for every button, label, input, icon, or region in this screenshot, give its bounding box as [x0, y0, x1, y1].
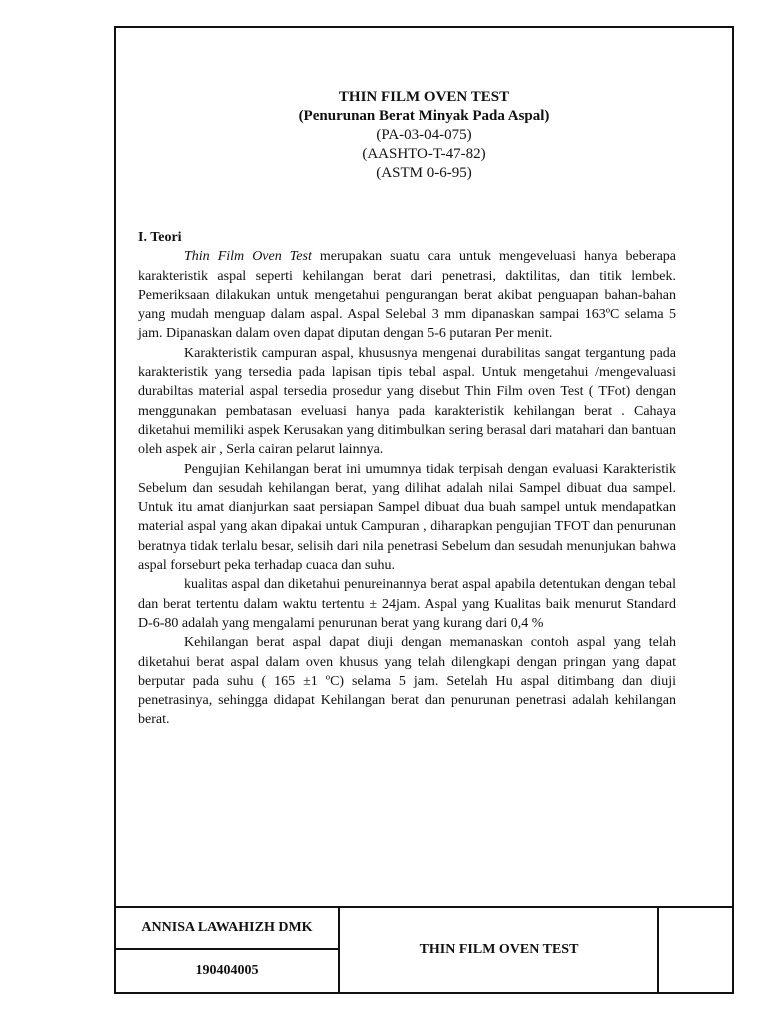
- author-name: ANNISA LAWAHIZH DMK: [141, 920, 313, 935]
- paragraph-4: kualitas aspal dan diketahui penureinannya berat aspal apabila detentukan dengan tebal dan berat tertentu dalam waktu tertentu ± 24jam. Aspal yang Kualitas baik menurut Standard D-6-80 adalah yang mengalami penurunan berat yang kurang dari 0,4 %: [138, 577, 676, 631]
- document-subtitle: (Penurunan Berat Minyak Pada Aspal): [298, 108, 550, 124]
- document-title: THIN FILM OVEN TEST: [338, 89, 510, 105]
- author-name-cell: [116, 908, 340, 950]
- footer-title: THIN FILM OVEN TEST: [419, 942, 579, 957]
- standard-code-aashto: (AASHTO-T-47-82): [362, 146, 486, 162]
- theory-section: [138, 228, 676, 730]
- paragraph-5: Kehilangan berat aspal dapat diuji dengan memanaskan contoh aspal yang telah diketahui berat aspal dalam oven khusus yang telah dilengkapi dengan pringan yang dapat berputar pada suhu ( 165 ±1 ºC) selama 5 jam. Setelah Hu aspal ditimbang dan diuji penetrasinya, sehingga didapat Kehilangan berat dan penurunan penetrasi adalah kehilangan berat.: [138, 635, 676, 728]
- footer-title-cell: [340, 908, 658, 992]
- footer-table: [116, 906, 732, 992]
- section-title: I. Teori: [138, 230, 182, 245]
- student-id: 190404005: [195, 963, 259, 978]
- standard-code-pa: (PA-03-04-075): [376, 127, 472, 143]
- document-heading: [116, 88, 732, 183]
- blank-cell: [657, 908, 734, 992]
- paragraph-1-text: merupakan suatu cara untuk mengeveluasi hanya beberapa karakteristik aspal seperti kehilangan berat dari penetrasi, daktilitas, dan titik lembek. Pemeriksaan dilakukan untuk mengetahui pengurangan berat akibat penguapan bahan-bahan yang mudah menguap dalam aspal. Aspal Selebal 3 mm dipanaskan sampai 163ºC selama 5 jam. Dipanaskan dalam oven dapat diputan dengan 5-6 putaran Per menit.: [138, 249, 676, 342]
- standard-code-astm: (ASTM 0-6-95): [376, 165, 472, 181]
- paragraph-1: [138, 247, 676, 343]
- paragraph-3: Pengujian Kehilangan berat ini umumnya tidak terpisah dengan evaluasi Karakteristik Sebelum dan sesudah kehilangan berat, yang dilihat adalah nilai Sampel dibuat dua sampel. Untuk itu amat dianjurkan saat persiapan Sampel dibuat dua buah sampel untuk mendapatkan material aspal yang akan dipakai untuk Campuran , diharapkan pengujian TFOT dan penurunan beratnya tidak terlalu besar, selisih dari nila penetrasi Sebelum dan sesudah menunjukan bahwa aspal forseburt peka terhadap cuaca dan suhu.: [138, 461, 676, 574]
- document-page: [114, 26, 734, 994]
- paragraph-2: Karakteristik campuran aspal, khususnya mengenai durabilitas sangat tergantung pada karakteristik yang tersedia pada lapisan tipis tebal aspal. Untuk mengetahui /mengevaluasi durabiltas material aspal tersedia prosedur yang disebut Thin Film oven Test ( TFot) dengan menggunakan pembatasan eveluasi hanya pada karakteristik kehilangan berat . Cahaya diketahui memiliki aspek Kerusakan yang ditimbulkan sering berasal dari matahari dan bantuan oleh aspek air , Serla cairan pelarut lainnya.: [138, 345, 676, 458]
- paragraph-1-italic: Thin Film Oven Test: [184, 249, 312, 265]
- student-id-cell: [116, 950, 340, 992]
